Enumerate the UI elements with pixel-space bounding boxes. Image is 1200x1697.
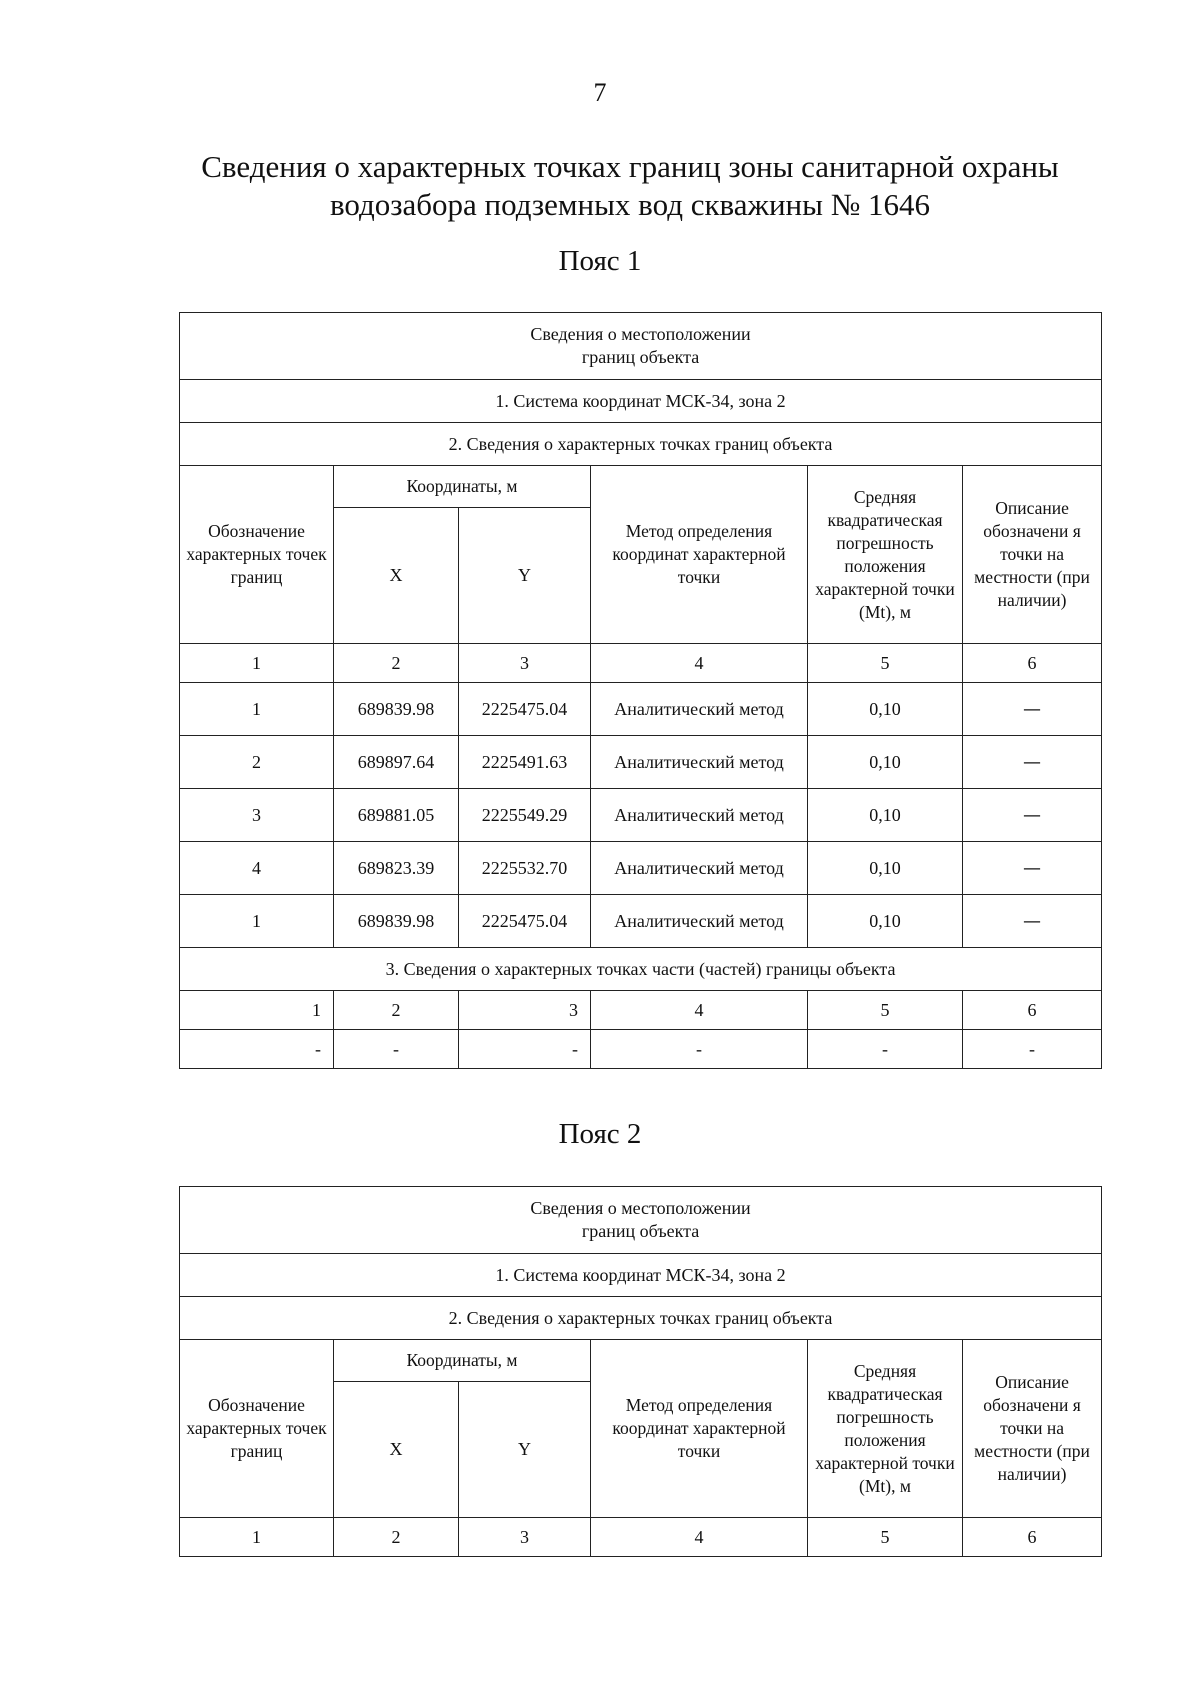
location-header-line-1: Сведения о местоположении [530, 324, 751, 344]
column-numbers-row [180, 644, 1102, 683]
coord-x: 689839.98 [334, 683, 459, 736]
empty-cell: - [180, 1030, 334, 1069]
belt-2-table [179, 1186, 1102, 1557]
location-header-line-1: Сведения о местоположении [530, 1198, 751, 1218]
points-section-title: 2. Сведения о характерных точках границ объекта [180, 1297, 1102, 1340]
point-id: 4 [180, 842, 334, 895]
coord-x: 689897.64 [334, 736, 459, 789]
empty-cell: - [963, 1030, 1102, 1069]
header-error: Средняя квадратическая погрешность положения характерной точки (Mt), м [808, 1340, 963, 1518]
document-title-line-2: водозабора подземных вод скважины № 1646 [329, 187, 931, 222]
column-number: 5 [808, 644, 963, 683]
column-number: 2 [334, 1518, 459, 1557]
coord-system-label: 1. Система координат МСК-34, зона 2 [180, 1254, 1102, 1297]
header-x: X [334, 508, 459, 644]
header-method: Метод определения координат характерной точки [591, 466, 808, 644]
column-number: 3 [459, 991, 591, 1030]
header-coordinates: Координаты, м [334, 466, 591, 508]
coord-y: 2225532.70 [459, 842, 591, 895]
column-number: 5 [808, 991, 963, 1030]
location-header-line-2: границ объекта [581, 347, 700, 367]
method: Аналитический метод [591, 895, 808, 948]
column-number: 1 [180, 644, 334, 683]
column-number: 6 [963, 1518, 1102, 1557]
belt-1-heading: Пояс 1 [558, 245, 642, 277]
parts-section-title: 3. Сведения о характерных точках части (частей) границы объекта [180, 948, 1102, 991]
parts-empty-row [180, 1030, 1102, 1069]
column-number: 5 [808, 1518, 963, 1557]
description: — [963, 683, 1102, 736]
column-number: 1 [180, 1518, 334, 1557]
belt-2-heading: Пояс 2 [558, 1118, 642, 1150]
coord-y: 2225475.04 [459, 895, 591, 948]
method: Аналитический метод [591, 736, 808, 789]
table-row [180, 736, 1102, 789]
coord-system-label: 1. Система координат МСК-34, зона 2 [180, 380, 1102, 423]
empty-cell: - [334, 1030, 459, 1069]
description: — [963, 842, 1102, 895]
column-number: 4 [591, 644, 808, 683]
location-header [180, 1187, 1102, 1254]
column-number: 2 [334, 644, 459, 683]
empty-cell: - [591, 1030, 808, 1069]
document-title [180, 148, 1080, 224]
description: — [963, 789, 1102, 842]
column-number: 3 [459, 644, 591, 683]
error-value: 0,10 [808, 895, 963, 948]
coord-y: 2225475.04 [459, 683, 591, 736]
empty-cell: - [459, 1030, 591, 1069]
table-row [180, 789, 1102, 842]
column-number: 2 [334, 991, 459, 1030]
header-method: Метод определения координат характерной точки [591, 1340, 808, 1518]
column-number: 6 [963, 991, 1102, 1030]
column-number: 4 [591, 991, 808, 1030]
method: Аналитический метод [591, 789, 808, 842]
coord-x: 689839.98 [334, 895, 459, 948]
table-row [180, 895, 1102, 948]
column-number: 4 [591, 1518, 808, 1557]
header-error: Средняя квадратическая погрешность положения характерной точки (Mt), м [808, 466, 963, 644]
description: — [963, 895, 1102, 948]
header-description: Описание обозначени я точки на местности (при наличии) [963, 466, 1102, 644]
header-designation: Обозначение характерных точек границ [180, 466, 334, 644]
error-value: 0,10 [808, 736, 963, 789]
empty-cell: - [808, 1030, 963, 1069]
table-row [180, 842, 1102, 895]
coord-x: 689881.05 [334, 789, 459, 842]
point-id: 1 [180, 683, 334, 736]
header-y: Y [459, 508, 591, 644]
coord-x: 689823.39 [334, 842, 459, 895]
column-number: 1 [180, 991, 334, 1030]
header-coordinates: Координаты, м [334, 1340, 591, 1382]
location-header-line-2: границ объекта [581, 1221, 700, 1241]
page-number: 7 [593, 78, 607, 107]
header-description: Описание обозначени я точки на местности (при наличии) [963, 1340, 1102, 1518]
header-x: X [334, 1382, 459, 1518]
error-value: 0,10 [808, 789, 963, 842]
belt-1-table [179, 312, 1102, 1069]
point-id: 1 [180, 895, 334, 948]
location-header [180, 313, 1102, 380]
parts-column-numbers-row [180, 991, 1102, 1030]
column-number: 3 [459, 1518, 591, 1557]
point-id: 3 [180, 789, 334, 842]
coord-y: 2225549.29 [459, 789, 591, 842]
coord-y: 2225491.63 [459, 736, 591, 789]
document-title-line-1: Сведения о характерных точках границ зоны санитарной охраны [201, 149, 1059, 184]
error-value: 0,10 [808, 683, 963, 736]
header-y: Y [459, 1382, 591, 1518]
column-numbers-row [180, 1518, 1102, 1557]
table-row [180, 683, 1102, 736]
error-value: 0,10 [808, 842, 963, 895]
point-id: 2 [180, 736, 334, 789]
points-section-title: 2. Сведения о характерных точках границ объекта [180, 423, 1102, 466]
header-designation: Обозначение характерных точек границ [180, 1340, 334, 1518]
column-number: 6 [963, 644, 1102, 683]
method: Аналитический метод [591, 683, 808, 736]
method: Аналитический метод [591, 842, 808, 895]
description: — [963, 736, 1102, 789]
